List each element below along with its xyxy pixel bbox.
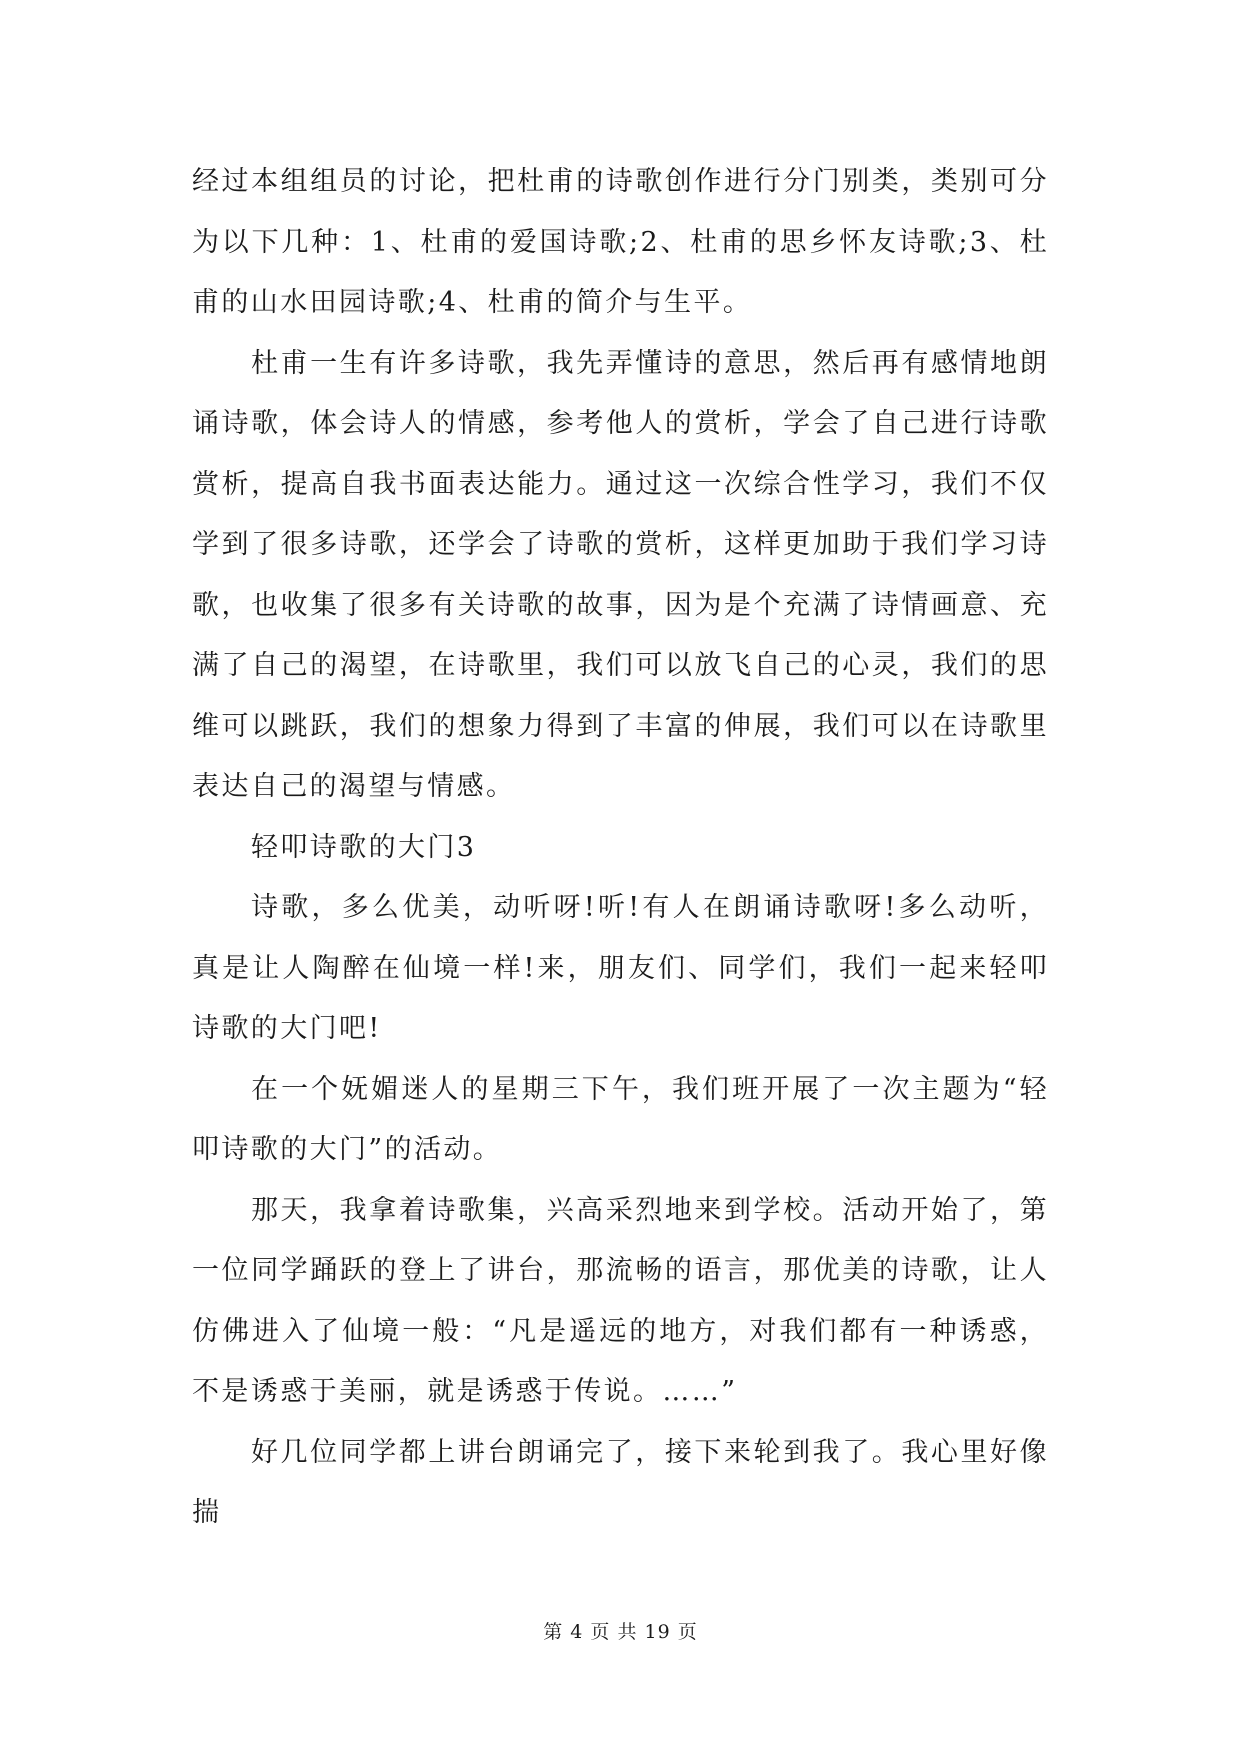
page-number-footer: 第 4 页 共 19 页 [543, 1621, 698, 1643]
paragraph-5: 那天，我拿着诗歌集，兴高采烈地来到学校。活动开始了，第一位同学踊跃的登上了讲台，那流畅的语言，那优美的诗歌，让人仿佛进入了仙境一般：“凡是遥远的地方，对我们都有一种诱惑，不是诱惑于美丽，就是诱惑于传说。……” [192, 1194, 1049, 1407]
paragraph-6: 好几位同学都上讲台朗诵完了，接下来轮到我了。我心里好像揣 [192, 1436, 1049, 1528]
paragraph-4: 在一个妩媚迷人的星期三下午，我们班开展了一次主题为“轻叩诗歌的大门”的活动。 [192, 1073, 1049, 1165]
paragraph-1: 经过本组组员的讨论，把杜甫的诗歌创作进行分门别类，类别可分为以下几种：1、杜甫的爱国诗歌;2、杜甫的思乡怀友诗歌;3、杜甫的山水田园诗歌;4、杜甫的简介与生平。 [192, 166, 1049, 318]
section-heading: 轻叩诗歌的大门3 [251, 831, 477, 863]
paragraph-3: 诗歌，多么优美，动听呀!听!有人在朗诵诗歌呀!多么动听，真是让人陶醉在仙境一样!来，朋友们、同学们，我们一起来轻叩诗歌的大门吧! [192, 892, 1049, 1044]
paragraph-2: 杜甫一生有许多诗歌，我先弄懂诗的意思，然后再有感情地朗诵诗歌，体会诗人的情感，参考他人的赏析，学会了自己进行诗歌赏析，提高自我书面表达能力。通过这一次综合性学习，我们不仅学到了很多诗歌，还学会了诗歌的赏析，这样更加助于我们学习诗歌，也收集了很多有关诗歌的故事，因为是个充满了诗情画意、充满了自己的渴望，在诗歌里，我们可以放飞自己的心灵，我们的思维可以跳跃，我们的想象力得到了丰富的伸展，我们可以在诗歌里表达自己的渴望与情感。 [192, 347, 1049, 802]
document-body [192, 152, 1049, 1544]
